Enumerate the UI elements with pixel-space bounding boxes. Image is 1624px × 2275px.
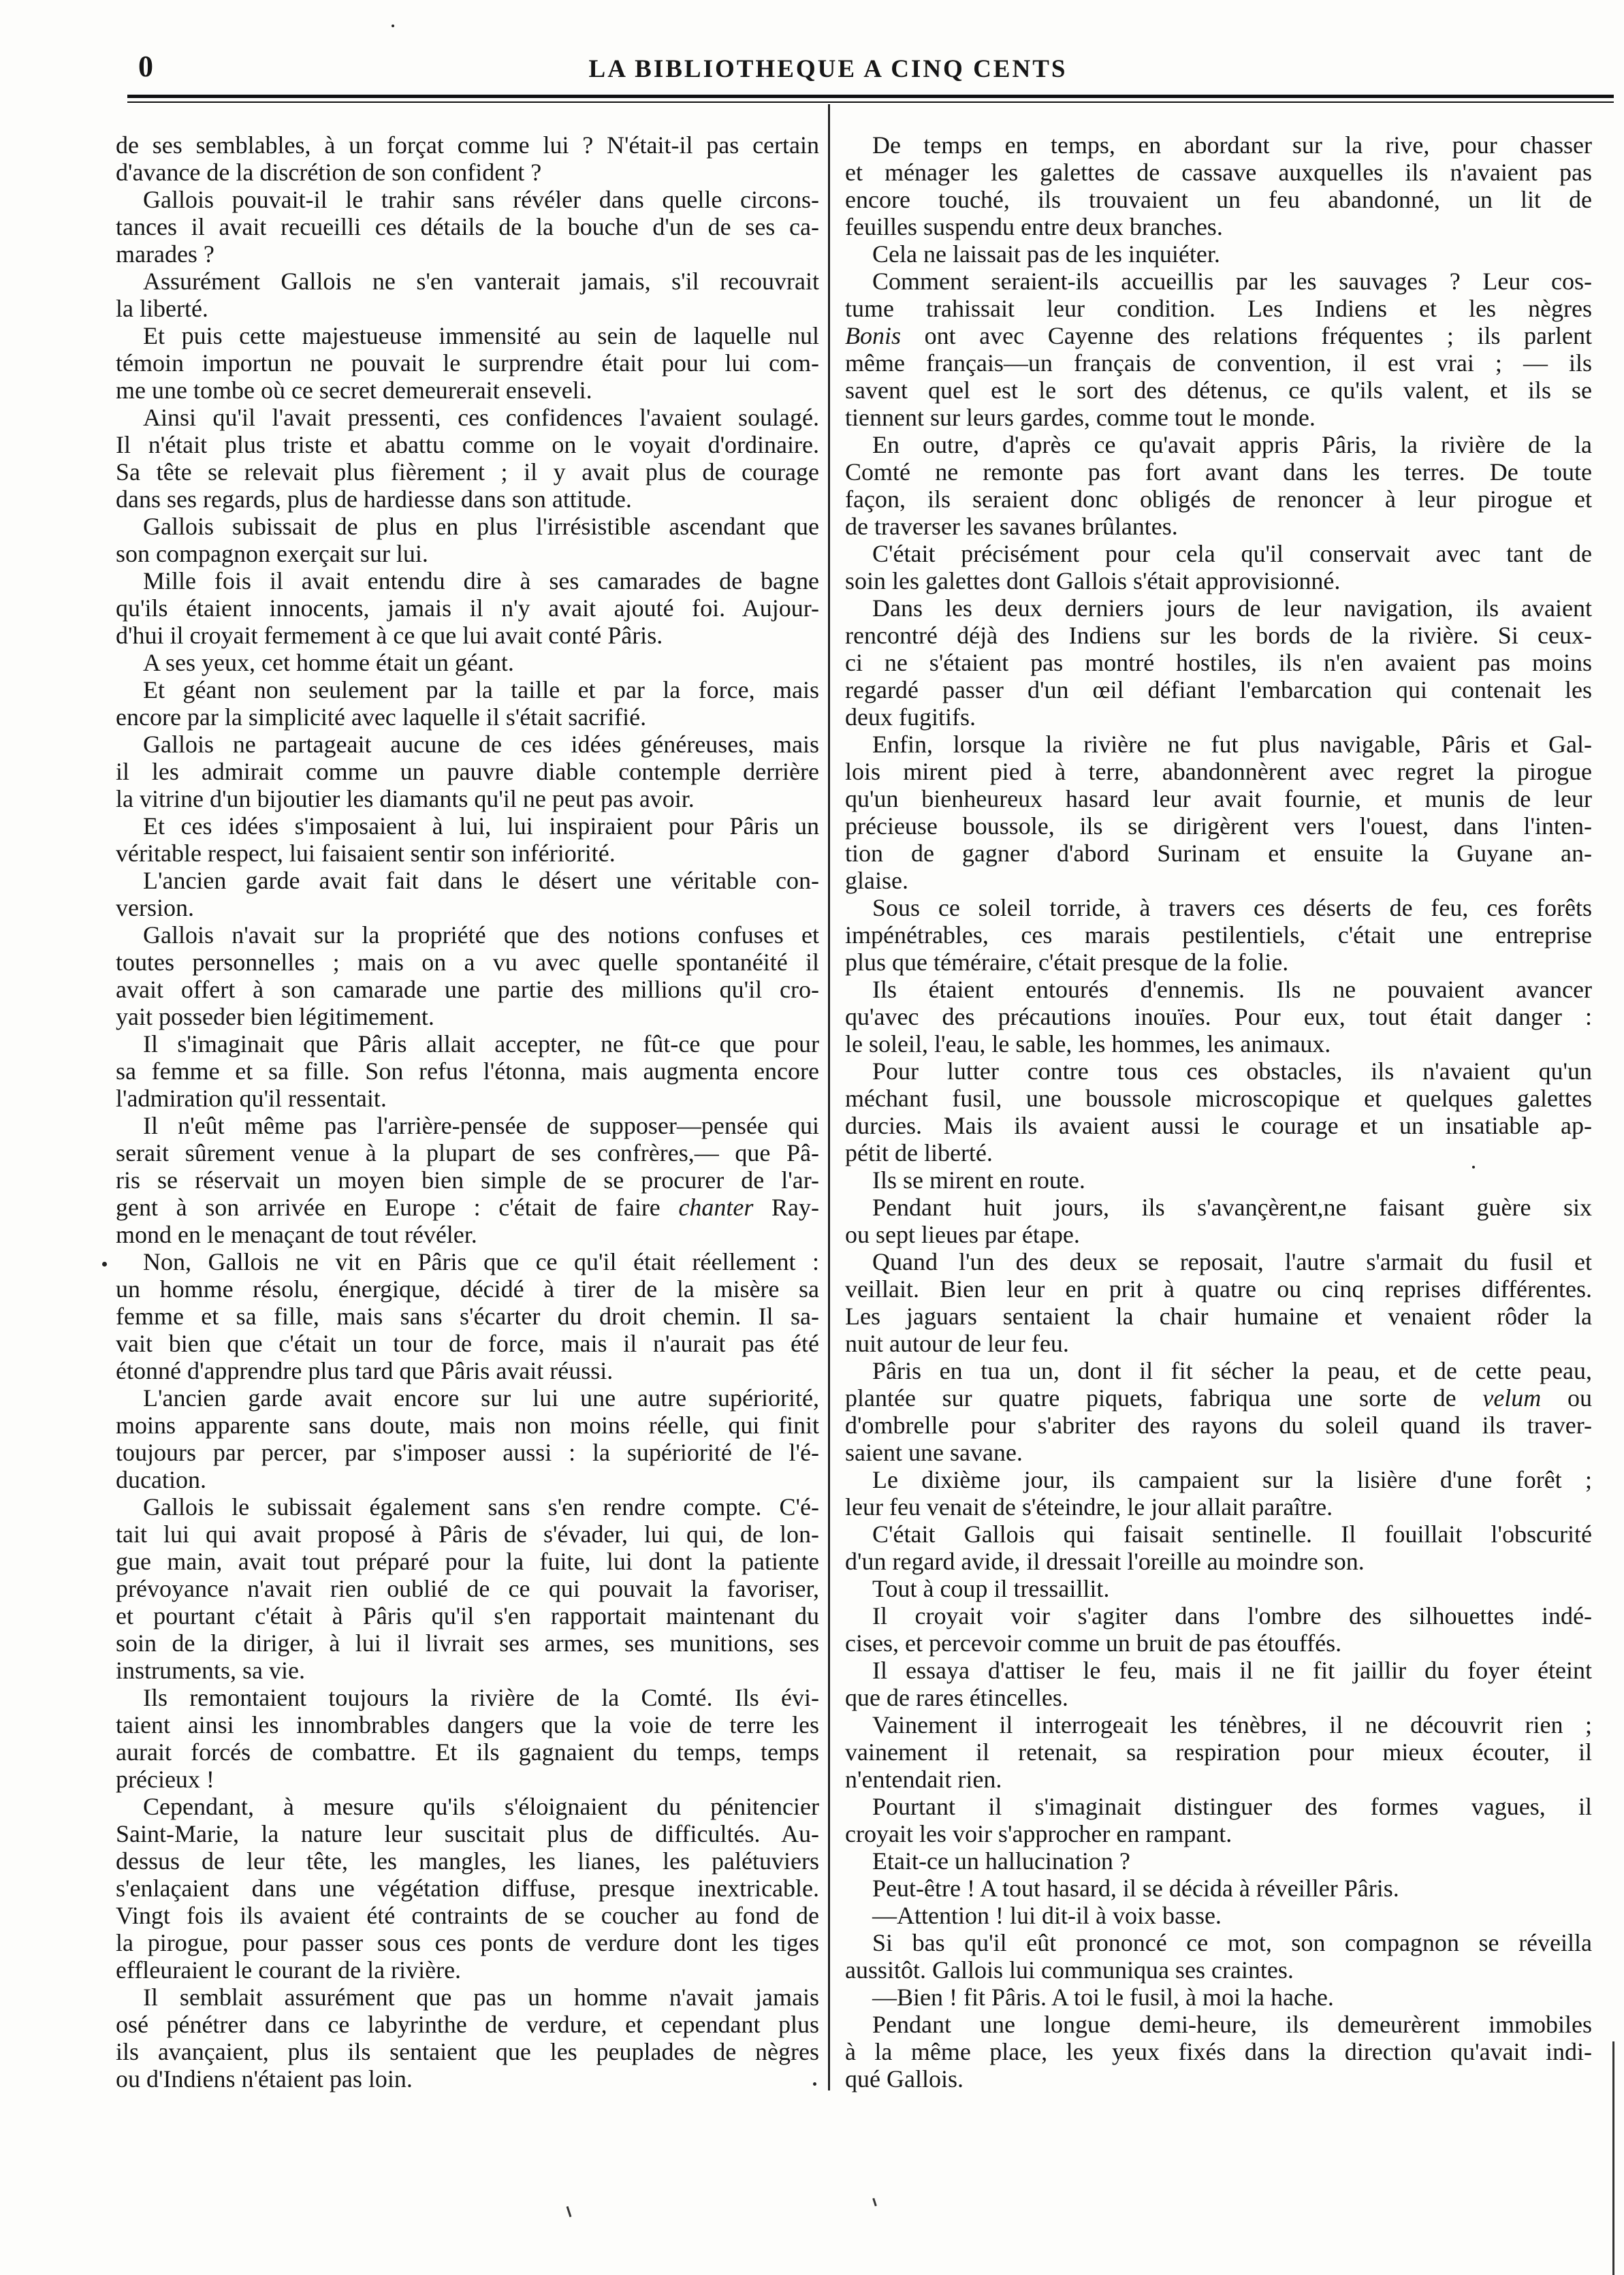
text-line: deux fugitifs. <box>845 703 976 731</box>
text-line: que de rares étincelles. <box>845 1684 1068 1711</box>
paragraph <box>116 268 819 322</box>
text-line: Sa tête se relevait plus fièrement ; il y avait plus de courage <box>116 458 819 486</box>
paragraph <box>116 1984 819 2093</box>
paragraph <box>845 1166 1592 1194</box>
text-line: qu'un bienheureux hasard leur avait fournie, et munis de leur <box>845 785 1592 812</box>
text-line: Ils se mirent en route. <box>872 1166 1085 1194</box>
paragraph <box>845 1657 1592 1711</box>
scan-mark <box>872 2198 877 2206</box>
text-line: C'était Gallois qui faisait sentinelle. Il fouillait l'obscurité <box>872 1521 1592 1548</box>
text-line: femme et sa fille, mais sans s'écarter du droit chemin. Il sa- <box>116 1303 819 1330</box>
text-line: Tout à coup il tressaillit. <box>872 1575 1110 1602</box>
text-line: ou sept lieues par étape. <box>845 1221 1080 1248</box>
text-line: sa femme et sa fille. Son refus l'étonna, mais augmenta encore <box>116 1057 819 1085</box>
text-line: ils avançaient, plus ils sentaient que les peuplades de nègres <box>116 2038 819 2065</box>
paragraph <box>845 976 1592 1057</box>
paragraph <box>116 867 819 921</box>
text-line <box>845 322 1592 349</box>
text-line: toujours par percer, par s'imposer aussi : la supériorité de l'é- <box>116 1439 819 1466</box>
text-line: A ses yeux, cet homme était un géant. <box>143 649 514 676</box>
text-line: Il semblait assurément que pas un homme n'avait jamais <box>143 1984 819 2011</box>
text-line: serait sûrement venue à la plupart de ses confrères,— que Pâ- <box>116 1139 819 1166</box>
scan-mark <box>567 2206 572 2217</box>
text-line: la liberté. <box>116 295 208 322</box>
paragraph <box>116 1493 819 1684</box>
text-line: vait bien que c'était un tour de force, mais il n'aurait pas été <box>116 1330 819 1357</box>
text-line: Il n'eût même pas l'arrière-pensée de supposer—pensée qui <box>143 1112 819 1139</box>
text-line: Gallois subissait de plus en plus l'irrésistible ascendant que <box>143 513 819 540</box>
text-line: ou d'Indiens n'étaient pas loin. <box>116 2065 413 2093</box>
paragraph <box>845 1984 1592 2011</box>
text-line: Assurément Gallois ne s'en vanterait jamais, s'il recouvrait <box>143 268 819 295</box>
text-line: regardé passer d'un œil défiant l'embarcation qui contenait les <box>845 676 1592 703</box>
text-line: qu'ils étaient innocents, jamais il n'y avait ajouté foi. Aujour- <box>116 594 819 622</box>
text-line: l'admiration qu'il ressentait. <box>116 1085 387 1112</box>
text-line: gue main, avait tout préparé pour la fuite, lui dont la patiente <box>116 1548 819 1575</box>
text-line: Ils étaient entourés d'ennemis. Ils ne pouvaient avancer <box>872 976 1592 1003</box>
text-line: nuit autour de leur feu. <box>845 1330 1069 1357</box>
text-line: ci ne s'étaient pas montré hostiles, ils n'en avaient pas moins <box>845 649 1592 676</box>
text-line: rencontré déjà des Indiens sur les bords de la rivière. Si ceux- <box>845 622 1592 649</box>
running-title: LA BIBLIOTHEQUE A CINQ CENTS <box>588 55 1068 83</box>
text-line: osé pénétrer dans ce labyrinthe de verdure, et cependant plus <box>116 2011 819 2038</box>
paragraph <box>116 676 819 731</box>
text-line: son compagnon exerçait sur lui. <box>116 540 428 567</box>
text-line: tume trahissait leur condition. Les Indiens et les nègres <box>845 295 1592 322</box>
paragraph <box>845 1248 1592 1357</box>
paragraph <box>845 1793 1592 1847</box>
text-line: saient une savane. <box>845 1439 1023 1466</box>
text-line: d'avance de la discrétion de son confident ? <box>116 159 542 186</box>
text-line: —Bien ! fit Pâris. A toi le fusil, à moi la hache. <box>872 1984 1334 2011</box>
text-line: le soleil, l'eau, le sable, les hommes, les animaux. <box>845 1030 1331 1057</box>
paragraph <box>116 812 819 867</box>
paragraph <box>116 322 819 404</box>
text-line: prévoyance n'avait rien oublié de ce qui pouvait la favoriser, <box>116 1575 819 1602</box>
right-column <box>845 131 1592 2093</box>
italic-word: chanter <box>678 1194 754 1221</box>
text-line: dessus de leur tête, les mangles, les lianes, les palétuviers <box>116 1847 819 1875</box>
paragraph <box>845 894 1592 976</box>
text-line: Quand l'un des deux se reposait, l'autre s'armait du fusil et <box>872 1248 1592 1275</box>
text-line: cises, et percevoir comme un bruit de pas étouffés. <box>845 1629 1342 1657</box>
paragraph <box>845 594 1592 731</box>
text-line: tances il avait recueilli ces détails de la bouche d'un de ses ca- <box>116 213 819 240</box>
text-line: précieuse boussole, ils se dirigèrent vers l'ouest, dans l'inten- <box>845 812 1592 840</box>
scan-speck <box>102 1262 107 1267</box>
paragraph <box>845 731 1592 894</box>
scan-speck <box>392 25 394 27</box>
text-line: leur feu venait de s'éteindre, le jour allait paraître. <box>845 1493 1333 1521</box>
text-line: Gallois ne partageait aucune de ces idées généreuses, mais <box>143 731 819 758</box>
paragraph <box>116 404 819 513</box>
column-divider <box>828 104 830 2090</box>
paragraph <box>116 186 819 268</box>
text-line: dans ses regards, plus de hardiesse dans son attitude. <box>116 486 632 513</box>
paragraph <box>116 1112 819 1248</box>
paragraph <box>845 1602 1592 1657</box>
paragraph <box>845 1057 1592 1166</box>
text-line: Il essaya d'attiser le feu, mais il ne fit jaillir du foyer éteint <box>872 1657 1592 1684</box>
text-line: ris se réservait un moyen bien simple de se procurer de l'ar- <box>116 1166 819 1194</box>
text-line <box>845 1384 1592 1412</box>
text-line: effleuraient le courant de la rivière. <box>116 1956 462 1984</box>
text-line: un homme résolu, énergique, décidé à tirer de la misère sa <box>116 1275 819 1303</box>
text-line: véritable respect, lui faisaient sentir son infériorité. <box>116 840 616 867</box>
text-line: croyait les voir s'approcher en rampant. <box>845 1820 1232 1847</box>
text-line: d'un regard avide, il dressait l'oreille au moindre son. <box>845 1548 1365 1575</box>
text-line: Pourtant il s'imaginait distinguer des formes vagues, il <box>872 1793 1592 1820</box>
text-line: marades ? <box>116 240 214 268</box>
text-line: il les admirait comme un pauvre diable contemple derrière <box>116 758 819 785</box>
text-line: étonné d'apprendre plus tard que Pâris avait réussi. <box>116 1357 614 1384</box>
text-segment: gent à son arrivée en Europe : c'était de faire <box>116 1194 679 1221</box>
text-line: et ménager les galettes de cassave auxquelles ils n'avaient pas <box>845 159 1592 186</box>
text-line: C'était précisément pour cela qu'il conservait avec tant de <box>872 540 1592 567</box>
text-line: Et ces idées s'imposaient à lui, lui inspiraient pour Pâris un <box>143 812 819 840</box>
text-line: façon, ils seraient donc obligés de renoncer à leur pirogue et <box>845 486 1592 513</box>
paragraph <box>116 921 819 1030</box>
paragraph <box>845 131 1592 240</box>
text-line: de traverser les savanes brûlantes. <box>845 513 1178 540</box>
scan-speck <box>1472 1166 1475 1168</box>
text-line: et pourtant c'était à Pâris qu'il s'en rapportait maintenant du <box>116 1602 819 1629</box>
paragraph <box>116 1030 819 1112</box>
text-line: Sous ce soleil torride, à travers ces déserts de feu, ces forêts <box>872 894 1592 921</box>
text-line: Pâris en tua un, dont il fit sécher la peau, et de cette peau, <box>872 1357 1592 1384</box>
text-line: s'enlaçaient dans une végétation diffuse, presque inextricable. <box>116 1875 819 1902</box>
text-line: Et géant non seulement par la taille et par la force, mais <box>143 676 819 703</box>
italic-word: Bonis <box>845 322 902 349</box>
paragraph <box>116 131 819 186</box>
text-line: Mille fois il avait entendu dire à ses camarades de bagne <box>143 567 819 594</box>
text-line: aussitôt. Gallois lui communiqua ses craintes. <box>845 1956 1294 1984</box>
text-line: Gallois le subissait également sans s'en rendre compte. C'é- <box>143 1493 819 1521</box>
text-line: En outre, d'après ce qu'avait appris Pâris, la rivière de la <box>872 431 1592 458</box>
text-line: moins apparente sans doute, mais non moins réelle, qui finit <box>116 1412 819 1439</box>
text-line: savent quel est le sort des détenus, ce qu'ils valent, et ils se <box>845 377 1592 404</box>
text-line: Pendant une longue demi-heure, ils demeurèrent immobiles <box>872 2011 1592 2038</box>
paragraph <box>116 1684 819 1793</box>
text-line: Pour lutter contre tous ces obstacles, ils n'avaient qu'un <box>872 1057 1592 1085</box>
text-line: plus que téméraire, c'était presque de la folie. <box>845 949 1289 976</box>
paragraph <box>116 567 819 649</box>
text-line: avait offert à son camarade une partie des millions qu'il cro- <box>116 976 819 1003</box>
text-line: me une tombe où ce secret demeurerait enseveli. <box>116 377 592 404</box>
text-line: Ils remontaient toujours la rivière de la Comté. Ils évi- <box>143 1684 819 1711</box>
text-line: Le dixième jour, ils campaient sur la lisière d'une forêt ; <box>872 1466 1592 1493</box>
text-line: —Attention ! lui dit-il à voix basse. <box>872 1902 1222 1929</box>
text-line: vainement il retenait, sa respiration pour mieux écouter, il <box>845 1738 1592 1766</box>
text-segment: ou <box>1541 1384 1592 1412</box>
text-line: Et puis cette majestueuse immensité au sein de laquelle nul <box>143 322 819 349</box>
paragraph <box>845 240 1592 268</box>
text-line: qu'avec des précautions inouïes. Pour eux, tout était danger : <box>845 1003 1592 1030</box>
text-line: même français—un français de convention, il est vrai ; — ils <box>845 349 1592 377</box>
text-line: soin les galettes dont Gallois s'était approvisionné. <box>845 567 1341 594</box>
scan-speck <box>813 2082 816 2086</box>
text-line: à la même place, les yeux fixés dans la direction qu'avait indi- <box>845 2038 1592 2065</box>
text-line <box>116 1194 819 1221</box>
text-line: soin de la diriger, à lui il livrait ses armes, ses munitions, ses <box>116 1629 819 1657</box>
paragraph <box>116 513 819 567</box>
text-line: Il n'était plus triste et abattu comme on le voyait d'ordinaire. <box>116 431 819 458</box>
text-line: instruments, sa vie. <box>116 1657 305 1684</box>
text-line: veillait. Bien leur en prit à quatre ou cinq reprises différentes. <box>845 1275 1592 1303</box>
text-line: Etait-ce un hallucination ? <box>872 1847 1130 1875</box>
paragraph <box>845 1902 1592 1929</box>
paragraph <box>845 1466 1592 1521</box>
page-edge-line <box>1612 2041 1614 2275</box>
text-line: Il croyait voir s'agiter dans l'ombre des silhouettes indé- <box>872 1602 1592 1629</box>
text-line: de ses semblables, à un forçat comme lui ? N'était-il pas certain <box>116 131 819 159</box>
paragraph <box>845 1521 1592 1575</box>
page-number: 0 <box>138 50 153 83</box>
header-rule-thick <box>127 95 1614 98</box>
text-line: taient ainsi les innombrables dangers que la voie de terre les <box>116 1711 819 1738</box>
text-line: Non, Gallois ne vit en Pâris que ce qu'il était réellement : <box>143 1248 819 1275</box>
text-line: Comté ne remonte pas fort avant dans les terres. De toute <box>845 458 1592 486</box>
paragraph <box>845 431 1592 540</box>
text-line: Pendant huit jours, ils s'avançèrent,ne faisant guère six <box>872 1194 1592 1221</box>
left-column <box>116 131 819 2093</box>
text-line: De temps en temps, en abordant sur la rive, pour chasser <box>872 131 1592 159</box>
text-line: Peut-être ! A tout hasard, il se décida à réveiller Pâris. <box>872 1875 1399 1902</box>
text-line: la vitrine d'un bijoutier les diamants qu'il ne peut pas avoir. <box>116 785 695 812</box>
text-line: tion de gagner d'abord Surinam et ensuite la Guyane an- <box>845 840 1592 867</box>
paragraph <box>116 649 819 676</box>
paragraph <box>845 1194 1592 1248</box>
paragraph <box>845 1357 1592 1466</box>
paragraph <box>845 1875 1592 1902</box>
text-line: Dans les deux derniers jours de leur navigation, ils avaient <box>872 594 1592 622</box>
text-line: n'entendait rien. <box>845 1766 1002 1793</box>
text-line: Si bas qu'il eût prononcé ce mot, son compagnon se réveilla <box>872 1929 1592 1956</box>
text-line: durcies. Mais ils avaient aussi le courage et un insatiable ap- <box>845 1112 1592 1139</box>
paragraph <box>845 2011 1592 2093</box>
paragraph <box>116 1384 819 1493</box>
text-line: Gallois n'avait sur la propriété que des notions confuses et <box>143 921 819 949</box>
text-line: mond en le menaçant de tout révéler. <box>116 1221 477 1248</box>
text-line: Gallois pouvait-il le trahir sans révéler dans quelle circons- <box>143 186 819 213</box>
paragraph <box>116 731 819 812</box>
paragraph <box>845 1847 1592 1875</box>
text-line: précieux ! <box>116 1766 214 1793</box>
text-line: Enfin, lorsque la rivière ne fut plus navigable, Pâris et Gal- <box>872 731 1592 758</box>
paragraph <box>116 1793 819 1984</box>
paragraph <box>845 540 1592 594</box>
text-segment: ont avec Cayenne des relations fréquentes ; ils parlent <box>901 322 1592 349</box>
italic-word: velum <box>1482 1384 1542 1412</box>
text-line: témoin importun ne pouvait le surprendre était pour lui com- <box>116 349 819 377</box>
paragraph <box>845 1711 1592 1793</box>
header-rule-thin <box>127 101 1614 103</box>
text-line: Les jaguars sentaient la chair humaine et venaient rôder la <box>845 1303 1592 1330</box>
text-line: tait lui qui avait proposé à Pâris de s'évader, lui qui, de lon- <box>116 1521 819 1548</box>
text-line: lois mirent pied à terre, abandonnèrent avec regret la pirogue <box>845 758 1592 785</box>
paragraph <box>116 1248 819 1384</box>
text-line: la pirogue, pour passer sous ces ponts de verdure dont les tiges <box>116 1929 819 1956</box>
text-line: Il s'imaginait que Pâris allait accepter, ne fût-ce que pour <box>143 1030 819 1057</box>
text-line: d'hui il croyait fermement à ce que lui avait conté Pâris. <box>116 622 663 649</box>
text-line: Ainsi qu'il l'avait pressenti, ces confidences l'avaient soulagé. <box>143 404 819 431</box>
text-line: L'ancien garde avait encore sur lui une autre supériorité, <box>143 1384 819 1412</box>
text-line: encore par la simplicité avec laquelle il s'était sacrifié. <box>116 703 647 731</box>
text-line: pétit de liberté. <box>845 1139 993 1166</box>
text-line: ducation. <box>116 1466 206 1493</box>
text-line: Cependant, à mesure qu'ils s'éloignaient du pénitencier <box>143 1793 819 1820</box>
text-line: Cela ne laissait pas de les inquiéter. <box>872 240 1220 268</box>
text-line: tiennent sur leurs gardes, comme tout le monde. <box>845 404 1316 431</box>
text-line: feuilles suspendu entre deux branches. <box>845 213 1223 240</box>
text-line: aurait forcés de combattre. Et ils gagnaient du temps, temps <box>116 1738 819 1766</box>
text-line: impénétrables, ces marais pestilentiels, c'était une entreprise <box>845 921 1592 949</box>
text-line: yait posseder bien légitimement. <box>116 1003 434 1030</box>
text-line: toutes personnelles ; mais on a vu avec quelle spontanéité il <box>116 949 819 976</box>
text-line: d'ombrelle pour s'abriter des rayons du soleil quand ils traver- <box>845 1412 1592 1439</box>
text-segment: Ray- <box>753 1194 819 1221</box>
paragraph <box>845 1575 1592 1602</box>
paragraph <box>845 1929 1592 1984</box>
text-line: encore touché, ils trouvaient un feu abandonné, un lit de <box>845 186 1592 213</box>
text-line: Comment seraient-ils accueillis par les sauvages ? Leur cos- <box>872 268 1592 295</box>
text-line: méchant fusil, une boussole microscopique et quelques galettes <box>845 1085 1592 1112</box>
text-line: glaise. <box>845 867 908 894</box>
paragraph <box>845 268 1592 431</box>
text-line: Vainement il interrogeait les ténèbres, il ne découvrit rien ; <box>872 1711 1592 1738</box>
text-line: L'ancien garde avait fait dans le désert une véritable con- <box>143 867 819 894</box>
text-segment: plantée sur quatre piquets, fabriqua une sorte de <box>845 1384 1483 1412</box>
text-line: Saint-Marie, la nature leur suscitait plus de difficultés. Au- <box>116 1820 819 1847</box>
text-line: version. <box>116 894 194 921</box>
text-line: Vingt fois ils avaient été contraints de se coucher au fond de <box>116 1902 819 1929</box>
text-line: qué Gallois. <box>845 2065 964 2093</box>
